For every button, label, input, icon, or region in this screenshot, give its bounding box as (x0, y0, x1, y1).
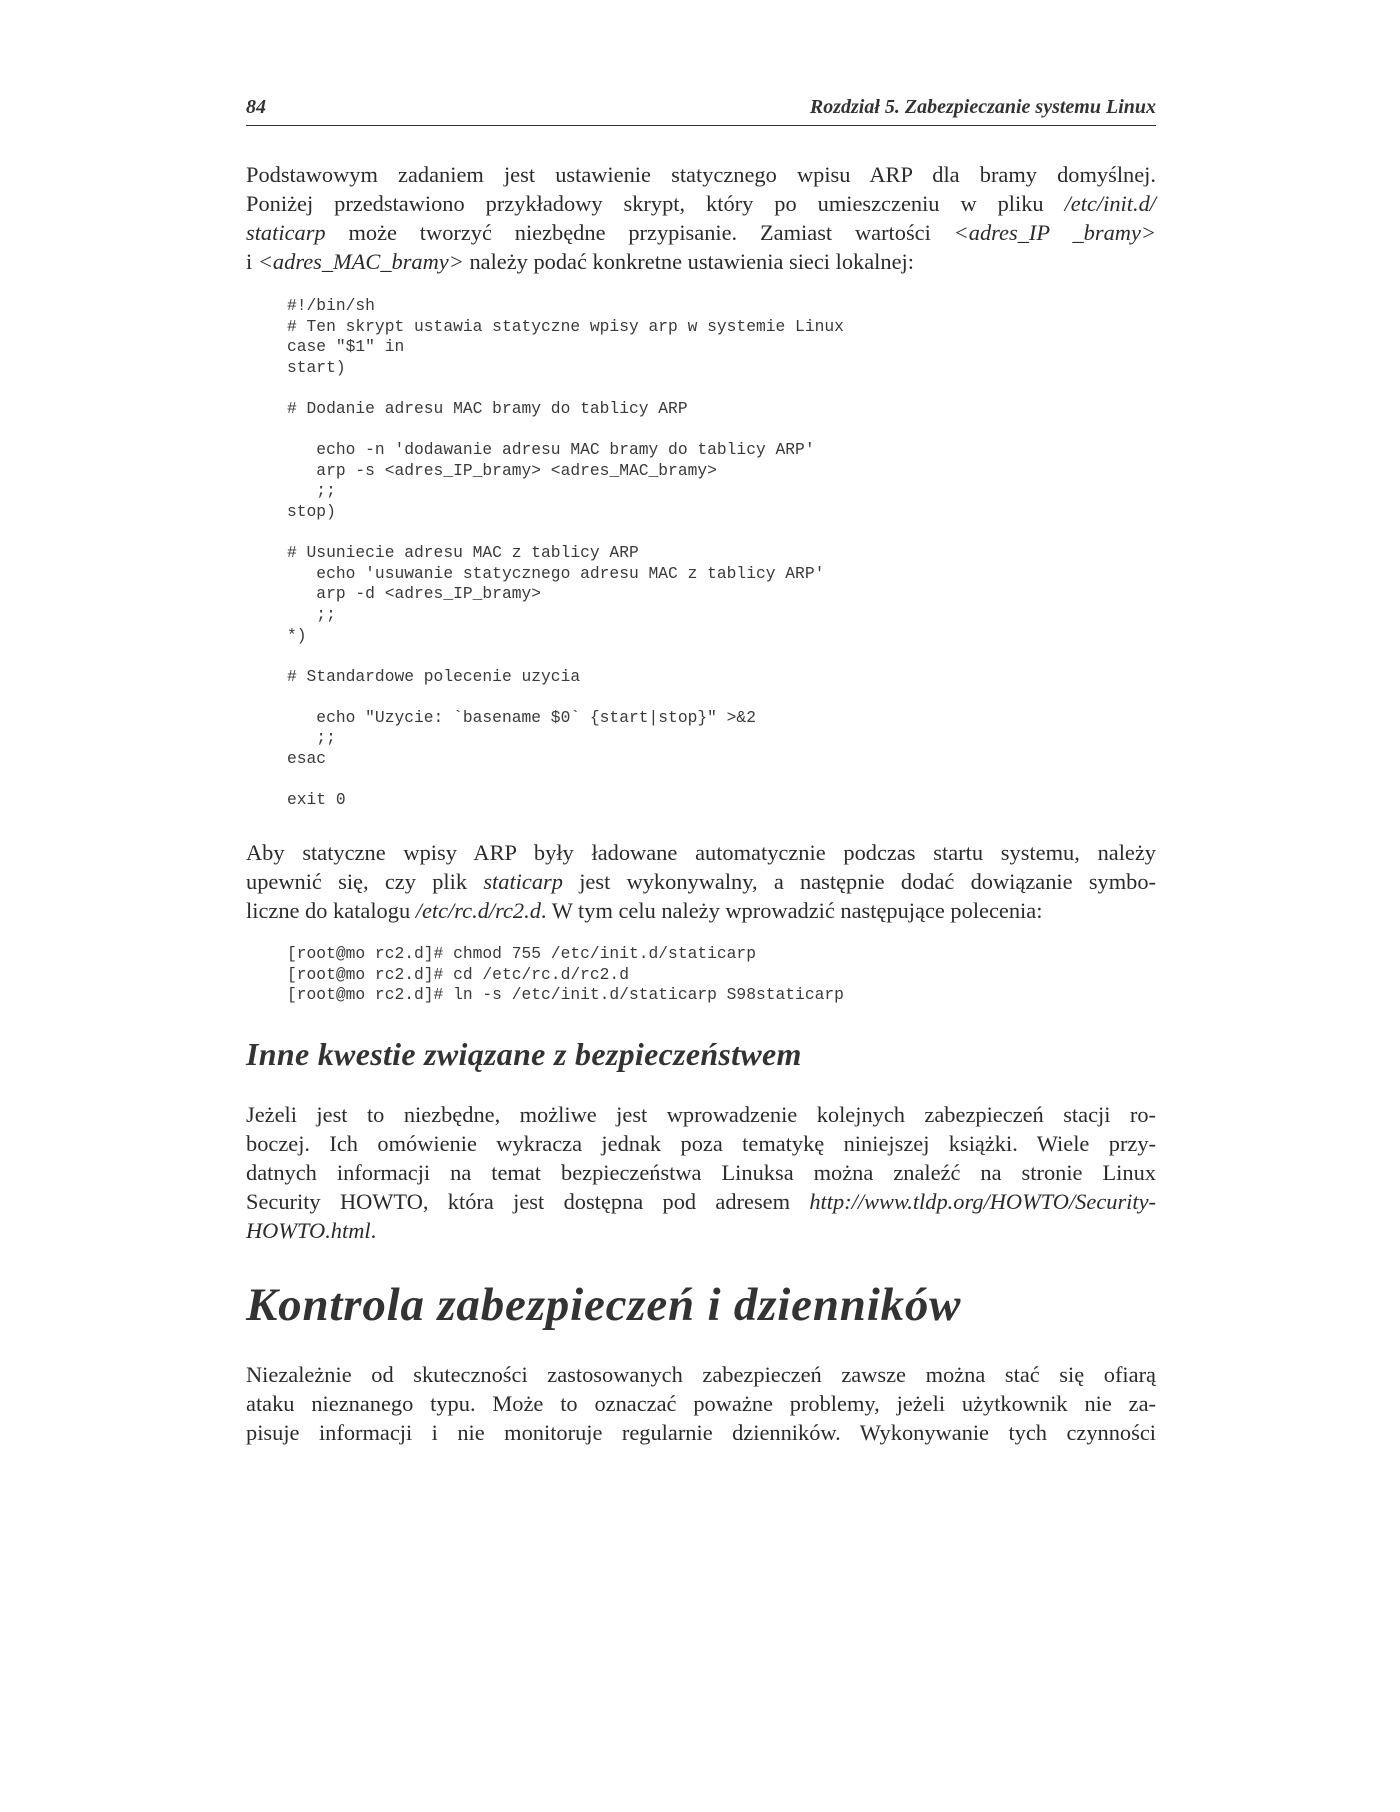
text-line: datnych informacji na temat bezpieczeństwa Linuksa można znaleźć na stronie Linux (246, 1160, 1156, 1185)
code-line: ;; (287, 728, 336, 748)
code-line: # Usuniecie adresu MAC z tablicy ARP (287, 543, 639, 563)
placeholder-variable: <adres_MAC_bramy> (257, 249, 464, 274)
intro-paragraph (246, 160, 1156, 276)
symlink-paragraph (246, 838, 1156, 925)
code-blank-line (287, 378, 1107, 399)
code-line: echo -n 'dodawanie adresu MAC bramy do tablicy ARP' (287, 440, 815, 460)
code-line: # Standardowe polecenie uzycia (287, 666, 581, 686)
text-line: HOWTO.html. (246, 1218, 377, 1243)
placeholder-variable: <adres_IP _bramy> (953, 220, 1156, 245)
code-line: stop) (287, 501, 336, 521)
code-line: *) (287, 625, 307, 645)
code-line: start) (287, 357, 346, 377)
code-line: [root@mo rc2.d]# ln -s /etc/init.d/staticarp S98staticarp (287, 985, 844, 1005)
code-line: #!/bin/sh (287, 296, 375, 315)
section-heading: Inne kwestie związane z bezpieczeństwem (246, 1036, 802, 1072)
text-line: Aby statyczne wpisy ARP były ładowane automatycznie podczas startu systemu, należy (246, 840, 1156, 865)
code-line: arp -s <adres_IP_bramy> <adres_MAC_bramy> (287, 460, 717, 480)
url-link: http://www.tldp.org/HOWTO/Security- (809, 1189, 1156, 1214)
file-path: staticarp (246, 220, 326, 245)
commands-code-block (287, 944, 1107, 1006)
code-line: arp -d <adres_IP_bramy> (287, 584, 542, 604)
code-blank-line (287, 770, 1107, 791)
code-line: ;; (287, 604, 336, 624)
page-number: 84 (246, 96, 266, 118)
text-line: Jeżeli jest to niezbędne, możliwe jest wprowadzenie kolejnych zabezpieczeń stacji ro- (246, 1102, 1156, 1127)
code-line: echo "Uzycie: `basename $0` {start|stop}" >&2 (287, 707, 756, 727)
text-line: liczne do katalogu /etc/rc.d/rc2.d. W tym celu należy wprowadzić następujące polecenia: (246, 898, 1043, 923)
url-link: HOWTO.html (246, 1218, 371, 1243)
code-line: # Ten skrypt ustawia statyczne wpisy arp w systemie Linux (287, 316, 844, 336)
code-blank-line (287, 420, 1107, 441)
code-line: esac (287, 749, 327, 769)
text-line: pisuje informacji i nie monitoruje regularnie dzienników. Wykonywanie tych czynności (246, 1420, 1156, 1445)
code-line: [root@mo rc2.d]# chmod 755 /etc/init.d/staticarp (287, 944, 756, 963)
code-line: ;; (287, 481, 336, 501)
text-line: upewnić się, czy plik staticarp jest wykonywalny, a następnie dodać dowiązanie symbo- (246, 869, 1156, 894)
code-line: exit 0 (287, 790, 346, 810)
text-line: boczej. Ich omówienie wykracza jednak poza tematykę niniejszej książki. Wiele przy- (246, 1131, 1156, 1156)
text-line: ataku nieznanego typu. Może to oznaczać poważne problemy, jeżeli użytkownik nie za- (246, 1391, 1156, 1416)
code-line: case "$1" in (287, 337, 405, 357)
running-header (246, 96, 1156, 126)
code-line: [root@mo rc2.d]# cd /etc/rc.d/rc2.d (287, 964, 629, 984)
chapter-heading: Kontrola zabezpieczeń i dzienników (246, 1279, 962, 1331)
text-line: Niezależnie od skuteczności zastosowanych zabezpieczeń zawsze można stać się ofiarą (246, 1362, 1156, 1387)
security-paragraph (246, 1100, 1156, 1245)
directory-path: /etc/rc.d/rc2.d (415, 898, 541, 923)
audit-paragraph (246, 1360, 1156, 1447)
script-code-block (287, 296, 1107, 811)
code-line: # Dodanie adresu MAC bramy do tablicy ARP (287, 398, 688, 418)
text-line: Security HOWTO, która jest dostępna pod adresem http://www.tldp.org/HOWTO/Security- (246, 1189, 1156, 1214)
text-line: i <adres_MAC_bramy> należy podać konkretne ustawienia sieci lokalnej: (246, 249, 914, 274)
text-line: Podstawowym zadaniem jest ustawienie statycznego wpisu ARP dla bramy domyślnej. (246, 162, 1156, 187)
file-path: /etc/init.d/ (1064, 191, 1156, 216)
file-name: staticarp (483, 869, 563, 894)
code-blank-line (287, 646, 1107, 667)
text-line: Poniżej przedstawiono przykładowy skrypt, który po umieszczeniu w pliku /etc/init.d/ (246, 191, 1156, 216)
code-line: echo 'usuwanie statycznego adresu MAC z tablicy ARP' (287, 563, 825, 583)
code-blank-line (287, 687, 1107, 708)
chapter-title: Rozdział 5. Zabezpieczanie systemu Linux (809, 96, 1156, 118)
text-line: staticarp może tworzyć niezbędne przypisanie. Zamiast wartości <adres_IP _bramy> (246, 220, 1156, 245)
code-blank-line (287, 523, 1107, 544)
